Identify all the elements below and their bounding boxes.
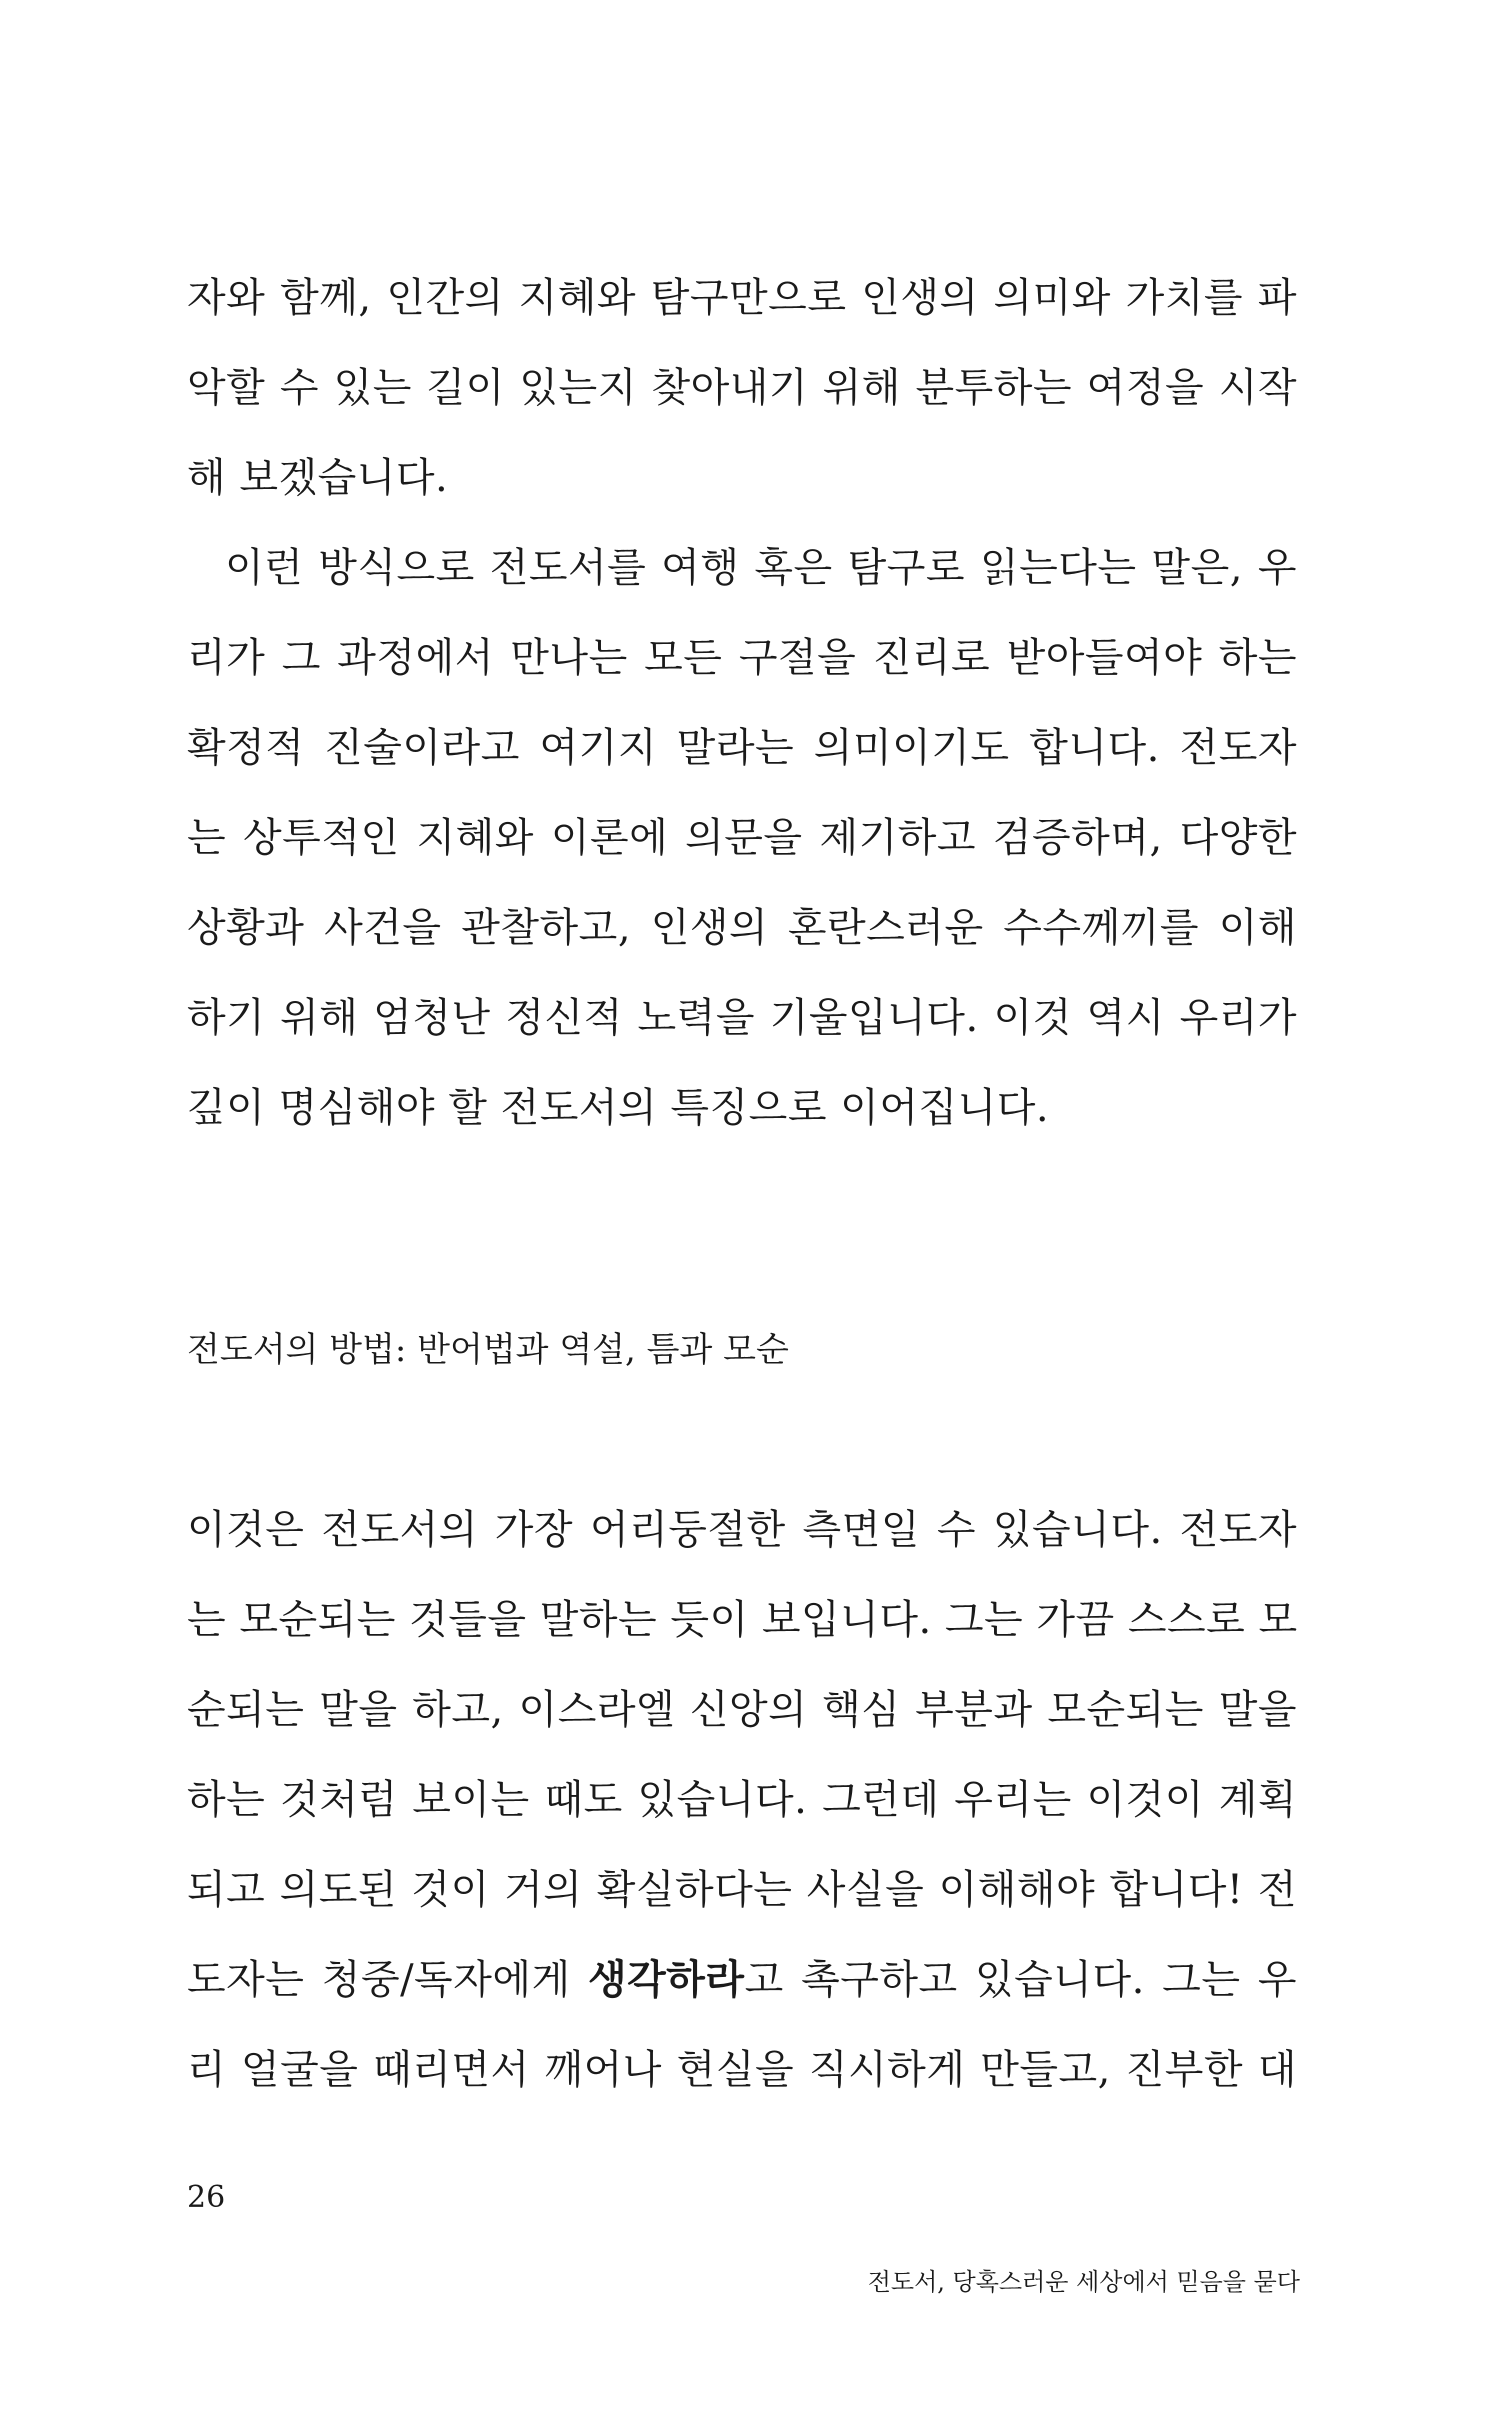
section-heading: 전도서의 방법: 반어법과 역설, 틈과 모순: [187, 1330, 789, 1370]
text-line: 상황과 사건을 관찰하고, 인생의 혼란스러운 수수께끼를 이해: [187, 905, 1297, 951]
body-text-lower: [187, 1485, 1297, 2115]
text-line: 이런 방식으로 전도서를 여행 혹은 탐구로 읽는다는 말은, 우: [225, 545, 1297, 591]
text-line: 리가 그 과정에서 만나는 모든 구절을 진리로 받아들여야 하는: [187, 635, 1297, 681]
text-line: 하는 것처럼 보이는 때도 있습니다. 그런데 우리는 이것이 계획: [187, 1777, 1297, 1823]
text-line: 리 얼굴을 때리면서 깨어나 현실을 직시하게 만들고, 진부한 대: [187, 2047, 1297, 2093]
text-line: 이것은 전도서의 가장 어리둥절한 측면일 수 있습니다. 전도자: [187, 1507, 1297, 1553]
text-line: 하기 위해 엄청난 정신적 노력을 기울입니다. 이것 역시 우리가: [187, 995, 1297, 1041]
text-line: 해 보겠습니다.: [187, 455, 449, 501]
text-line: 자와 함께, 인간의 지혜와 탐구만으로 인생의 의미와 가치를 파: [187, 275, 1297, 321]
text-line: 되고 의도된 것이 거의 확실하다는 사실을 이해해야 합니다! 전: [187, 1867, 1297, 1913]
running-footer-title: 전도서, 당혹스러운 세상에서 믿음을 묻다: [867, 2268, 1300, 2296]
text-line: 확정적 진술이라고 여기지 말라는 의미이기도 합니다. 전도자: [187, 725, 1297, 771]
text-line: 는 상투적인 지혜와 이론에 의문을 제기하고 검증하며, 다양한: [187, 815, 1297, 861]
text-line: 깊이 명심해야 할 전도서의 특징으로 이어집니다.: [187, 1085, 1050, 1131]
emphasized-word: 생각하라: [588, 1956, 745, 2003]
text-line: 는 모순되는 것들을 말하는 듯이 보입니다. 그는 가끔 스스로 모: [187, 1597, 1298, 1643]
text-line: 순되는 말을 하고, 이스라엘 신앙의 핵심 부분과 모순되는 말을: [187, 1687, 1297, 1733]
body-text-upper: [187, 253, 1297, 1153]
text-line: 악할 수 있는 길이 있는지 찾아내기 위해 분투하는 여정을 시작: [187, 365, 1297, 411]
text-line-with-emphasis: [187, 1935, 1297, 2025]
text-run: 고 촉구하고 있습니다. 그는 우: [744, 1957, 1297, 2003]
page-number: 26: [187, 2180, 226, 2215]
text-run: 도자는 청중/독자에게: [187, 1957, 588, 2003]
